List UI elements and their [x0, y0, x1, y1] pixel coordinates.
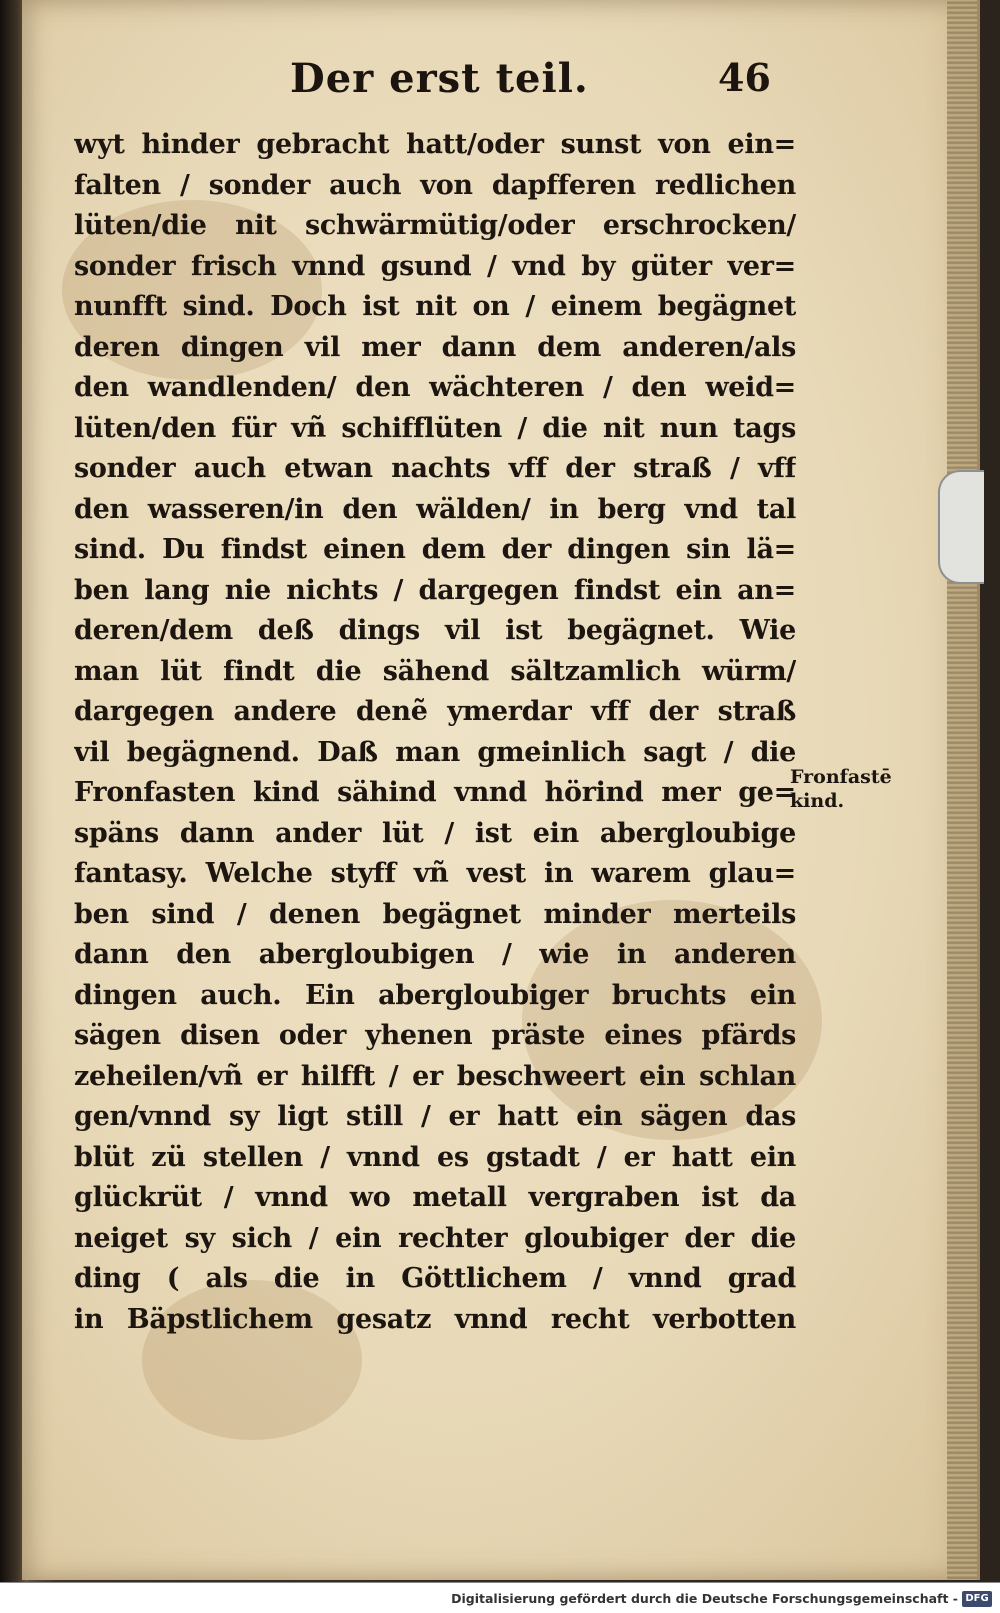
text-line: Fronfasten kind sähind vnnd hörind mer ge=: [74, 777, 796, 808]
marginal-note: [790, 765, 910, 813]
body-text: [74, 125, 796, 1340]
text-line: späns dann ander lüt / ist ein abergloubige: [74, 817, 796, 849]
page-edge: [947, 0, 977, 1580]
running-header: Der erst teil.: [290, 55, 589, 102]
text-line: sägen disen oder yhenen präste eines pfärds: [74, 1020, 796, 1051]
text-line: in Bäpstlichem gesatz vnnd recht verbotten: [74, 1303, 796, 1335]
text-line: sonder frisch vnnd gsund / vnd by güter ver=: [74, 250, 796, 282]
text-line: lüten/die nit schwärmütig/oder erschrocken/: [74, 210, 796, 241]
text-line: ben sind / denen begägnet minder merteils: [74, 898, 796, 930]
text-line: neiget sy sich / ein rechter gloubiger der die: [74, 1222, 796, 1254]
text-line: sind. Du findst einen dem der dingen sin lä=: [74, 534, 796, 565]
text-line: lüten/den für vñ schifflüten / die nit nun tags: [74, 412, 796, 444]
marginal-note-line: kind.: [790, 790, 845, 812]
text-line: zeheilen/vñ er hilfft / er beschweert ein schlan: [74, 1060, 796, 1092]
text-line: sonder auch etwan nachts vff der straß / vff: [74, 453, 796, 484]
text-line: vil begägnend. Daß man gmeinlich sagt / die: [74, 736, 796, 768]
text-line: man lüt findt die sähend sältzamlich würm/: [74, 655, 796, 687]
text-line: glückrüt / vnnd wo metall vergraben ist da: [74, 1182, 796, 1213]
text-line: den wandlenden/ den wächteren / den weid=: [74, 372, 796, 403]
text-line: gen/vnnd sy ligt still / er hatt ein sägen das: [74, 1101, 796, 1132]
text-line: blüt zü stellen / vnnd es gstadt / er hatt ein: [74, 1141, 796, 1173]
dfg-logo: DFG: [962, 1591, 992, 1607]
text-line: nunfft sind. Doch ist nit on / einem begägnet: [74, 291, 796, 322]
page-number: 46: [718, 55, 771, 100]
text-line: wyt hinder gebracht hatt/oder sunst von ein=: [74, 129, 796, 160]
text-line: deren dingen vil mer dann dem anderen/als: [74, 331, 796, 363]
footer-bar: [0, 1582, 1000, 1613]
marginal-note-line: Fronfastē: [790, 766, 892, 788]
text-line: fantasy. Welche styff vñ vest in warem glau=: [74, 858, 796, 889]
text-line: dingen auch. Ein abergloubiger bruchts ein: [74, 979, 796, 1011]
text-line: dargegen andere denẽ ymerdar vff der straß: [74, 696, 796, 727]
text-line: dann den abergloubigen / wie in anderen: [74, 939, 796, 970]
text-line: ben lang nie nichts / dargegen findst ein an=: [74, 574, 796, 606]
footer-credit: Digitalisierung gefördert durch die Deutsche Forschungsgemeinschaft -: [451, 1591, 958, 1606]
text-line: ding ( als die in Göttlichem / vnnd grad: [74, 1263, 796, 1294]
text-line: deren/dem deß dings vil ist begägnet. Wie: [74, 615, 796, 646]
text-line: falten / sonder auch von dapfferen redlichen: [74, 169, 796, 201]
text-line: den wasseren/in den wälden/ in berg vnd tal: [74, 493, 796, 525]
bookmark-tab: [938, 470, 984, 584]
